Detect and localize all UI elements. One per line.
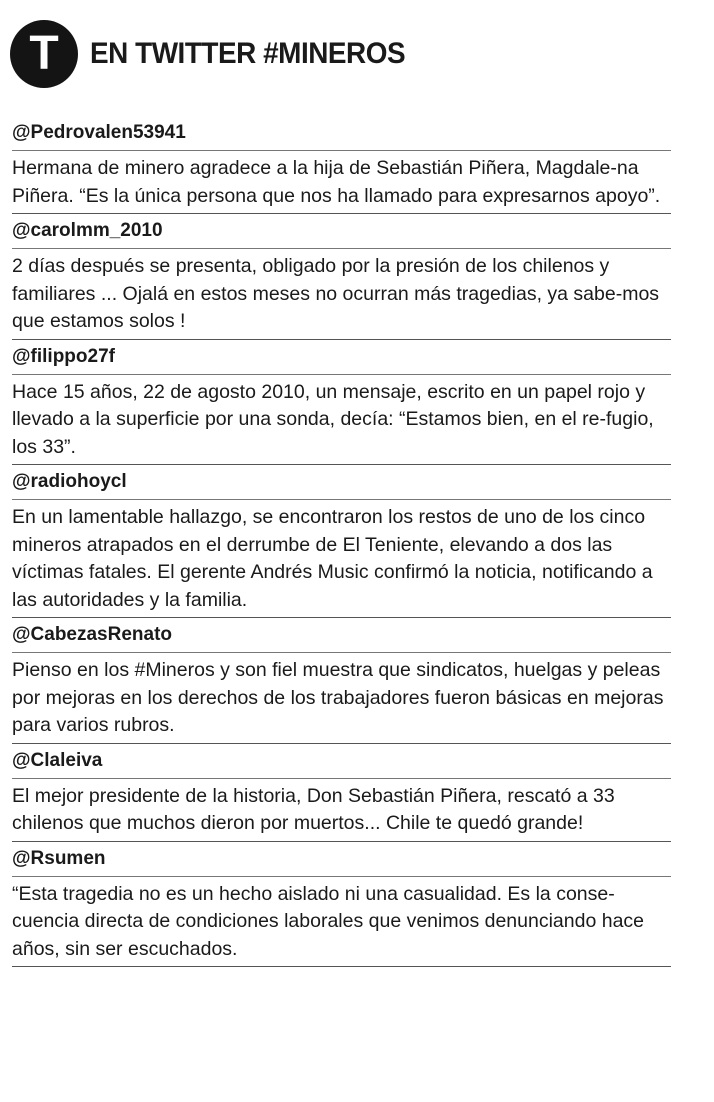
tweet-handle[interactable]: @Pedrovalen53941 (12, 116, 671, 151)
tweet-text: En un lamentable hallazgo, se encontraron los restos de uno de los cinco mineros atrapados en el derrumbe de El Teniente, elevando a dos las víctimas fatales. El gerente Andrés Music confirmó la noticia, notificando a las autoridades y la familia. (12, 506, 653, 611)
tweet-item (12, 116, 671, 214)
tweet-item (12, 465, 671, 618)
tweet-text: “Esta tragedia no es un hecho aislado ni una casualidad. Es la conse-cuencia directa de condiciones laborales que venimos denunciando hace años, sin ser escuchados. (12, 882, 645, 960)
tweet-item (12, 340, 671, 466)
tweet-text: Pienso en los #Mineros y son fiel muestra que sindicatos, huelgas y peleas por mejoras en los derechos de los trabajadores fueron básicas en mejoras para varios rubros. (12, 659, 664, 736)
logo-letter: T (29, 27, 59, 80)
tweet-text: El mejor presidente de la historia, Don Sebastián Piñera, rescató a 33 chilenos que muchos dieron por muertos... Chile te quedó grande! (12, 784, 615, 834)
tweet-handle[interactable]: @carolmm_2010 (12, 214, 671, 249)
tweet-handle[interactable]: @radiohoycl (12, 465, 671, 500)
tweet-handle[interactable]: @Rsumen (12, 842, 671, 877)
tweet-text: Hace 15 años, 22 de agosto 2010, un mensaje, escrito en un papel rojo y llevado a la superficie por una sonda, decía: “Estamos bien, en el re-fugio, los 33”. (12, 380, 654, 458)
page-title: EN TWITTER #MINEROS (90, 37, 406, 70)
tweet-handle[interactable]: @filippo27f (12, 340, 671, 375)
twitter-logo-icon (10, 20, 78, 88)
tweet-item (12, 842, 671, 968)
tweet-handle[interactable]: @CabezasRenato (12, 618, 671, 653)
tweet-item (12, 744, 671, 842)
tweet-text: Hermana de minero agradece a la hija de Sebastián Piñera, Magdale-na Piñera. “Es la única persona que nos ha llamado para expresarnos apoyo”. (12, 157, 661, 207)
tweet-handle[interactable]: @Claleiva (12, 744, 671, 779)
tweet-item (12, 618, 671, 744)
tweet-text: 2 días después se presenta, obligado por la presión de los chilenos y familiares ... Ojalá en estos meses no ocurran más tragedias, ya sabe-mos que estamos solos ! (12, 255, 660, 332)
header (10, 20, 429, 88)
tweet-feed (12, 116, 671, 967)
tweet-item (12, 214, 671, 340)
